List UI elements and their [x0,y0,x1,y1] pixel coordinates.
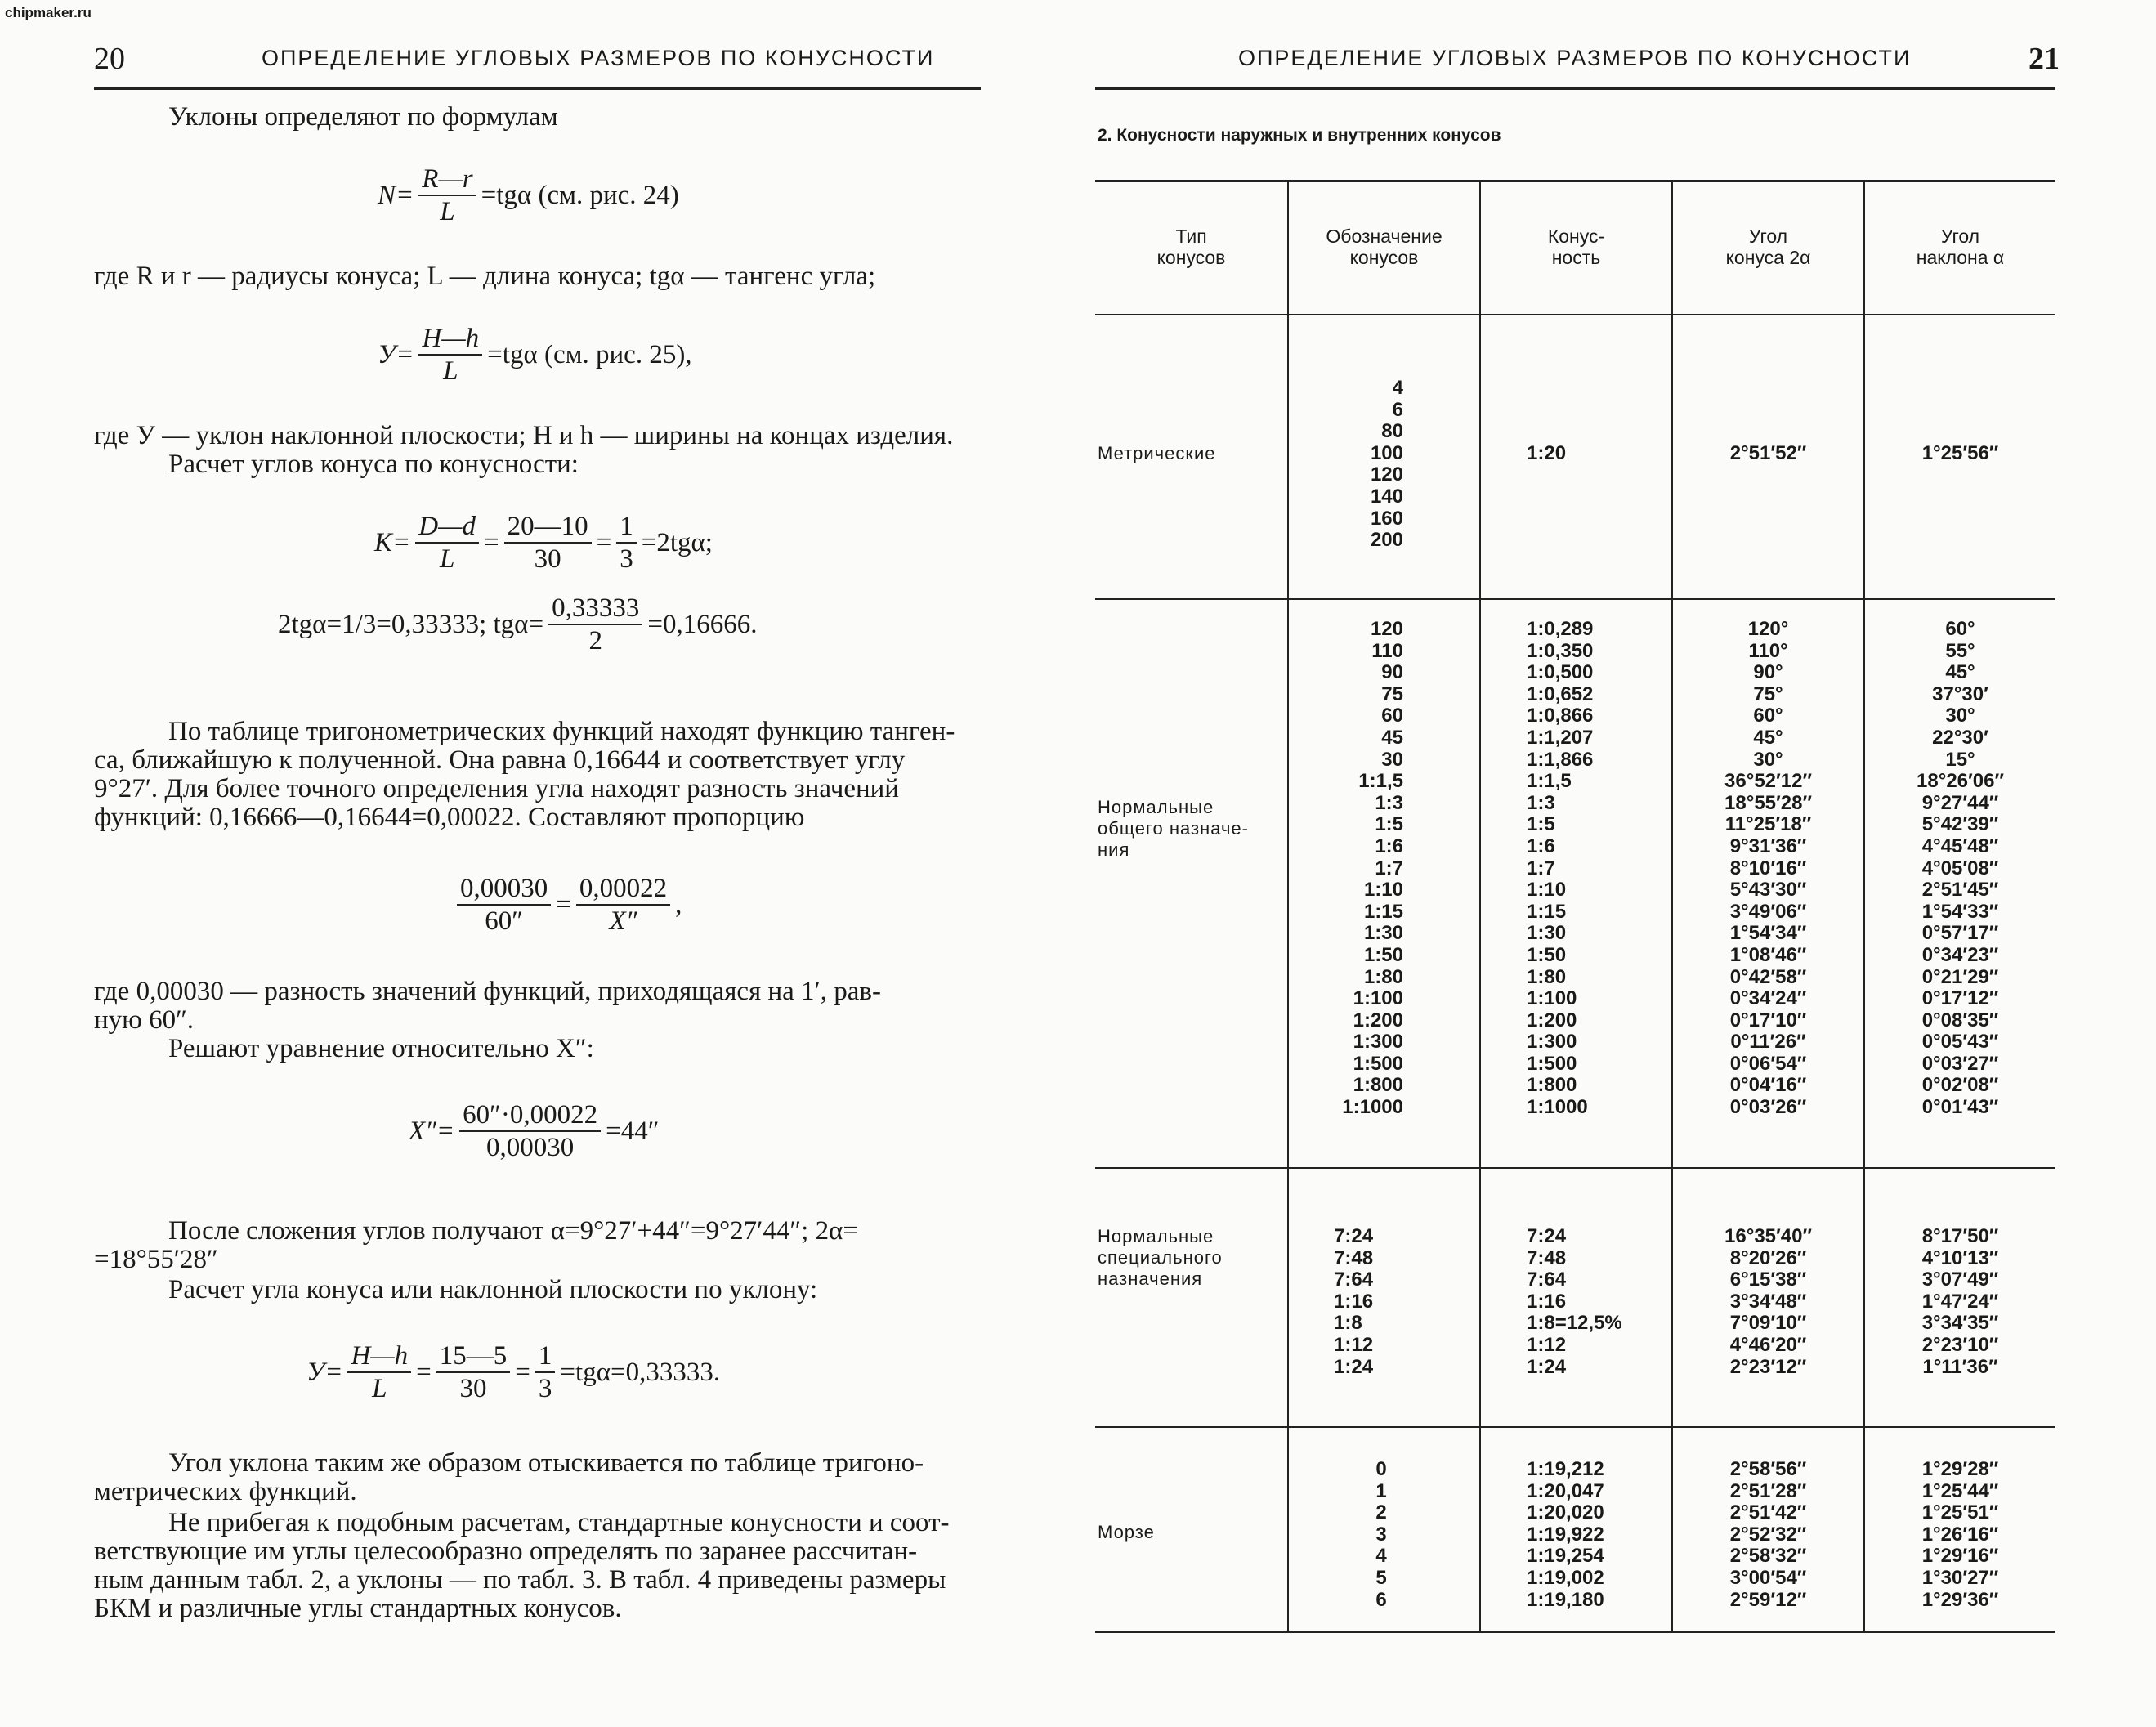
para-6-line-1: Угол уклона таким же образом отыскивается по таблице тригоно- [168,1448,924,1478]
para-7-line-2: ветствующие им углы целесообразно определять по заранее рассчитан- [94,1537,918,1566]
formula-fraction-2 [504,511,592,575]
where-text-2: где У — уклон наклонной плоскости; H и h — ширины на концах изделия. [94,421,954,450]
table-group-rule [1095,1167,2055,1169]
formula-fraction [548,593,642,656]
para-1-line-2: са, ближайшую к полученной. Она равна 0,16644 и соответствует углу [94,745,906,775]
fraction-numerator: 0,33333 [548,593,642,625]
header-slope-angle: Угол наклона α [1916,226,2005,268]
formula-fraction-2 [436,1340,511,1404]
para-4-line-1: После сложения углов получают α=9°27′+44″=9°27′44″; 2α= [168,1216,858,1246]
para-1-line-4: функций: 0,16666—0,16644=0,00022. Составляют пропорцию [94,803,805,832]
formula-taper-k [374,511,713,575]
taper-general: 1:0,289 1:0,350 1:0,500 1:0,652 1:0,866 1:1,207 1:1,866 1:1,5 1:3 1:5 1:6 1:7 1:10 1:15 1:30 1:50 1:80 1:100 1:200 1:300 1:500 1:800 1:1000 [1527,618,1594,1119]
formula-slope-n [378,163,679,227]
cone-angle-special: 16°35′40″ 8°20′26″ 6°15′38″ 3°34′48″ 7°09′10″ 4°46′20″ 2°23′12″ [1724,1225,1812,1378]
site-label: chipmaker.ru [5,5,92,20]
formula-tg-value [278,593,757,656]
formula-fraction [459,1099,601,1163]
formula-equals: = [556,890,571,919]
fraction-numerator: 20—10 [504,511,592,544]
table-bottom-rule [1095,1631,2055,1633]
fraction-numerator: 0,00022 [576,873,670,906]
slope-angle-general: 60° 55° 45° 37°30′ 30° 22°30′ 15° 18°26′06″ 9°27′44″ 5°42′39″ 4°45′48″ 4°05′08″ 2°51′45″ 1°54′33″ 0°57′17″ 0°34′23″ 0°21′29″ 0°17′12″ 0°08′35″ 0°05′43″ 0°03′27″ 0°02′08″ 0°01′43″ [1917,618,2004,1119]
formula-fraction-3 [535,1340,556,1404]
para-7-line-3: ным данным табл. 2, а уклоны — по табл. 3. В табл. 4 приведены размеры [94,1565,946,1595]
formula-slope-calc [306,1340,720,1404]
fraction-denominator: L [440,197,455,226]
right-page-number: 21 [2029,42,2060,76]
para-1-line-3: 9°27′. Для более точного определения угла находят разность значений [94,774,899,803]
taper-morse: 1:19,212 1:20,047 1:20,020 1:19,922 1:19,254 1:19,002 1:19,180 [1527,1458,1604,1611]
header-designation: Обозначение конусов [1326,226,1443,268]
intro-text: Уклоны определяют по формулам [168,102,558,132]
formula-fraction-2 [576,873,670,937]
fraction-numerator: H—h [418,323,482,356]
para-2-line-2: ную 60″. [94,1005,195,1035]
group-type-metric: Метрические [1098,443,1216,463]
formula-lhs: N= [378,181,414,210]
formula-fraction-1 [457,873,551,937]
group-type-morse: Морзе [1098,1522,1155,1542]
fraction-denominator: X″ [609,906,637,936]
header-taper: Конус- ность [1547,226,1605,268]
fraction-numerator: 15—5 [436,1340,511,1373]
where-text-1: где R и r — радиусы конуса; L — длина конуса; tgα — тангенс угла; [94,262,876,291]
formula-rhs: =tgα (см. рис. 25), [487,340,692,369]
taper-special: 7:24 7:48 7:64 1:16 1:8=12,5% 1:12 1:24 [1527,1225,1622,1378]
formula-fraction-3 [616,511,637,575]
formula-slope-y [378,323,692,387]
para-5: Расчет угла конуса или наклонной плоскости по уклону: [168,1275,818,1304]
fraction-numerator: D—d [415,511,479,544]
para-7-line-4: БКМ и различные углы стандартных конусов. [94,1594,622,1623]
formula-equals: = [596,528,612,557]
fraction-numerator: H—h [347,1340,411,1373]
table-header-rule [1095,314,2055,315]
calc-taper-text: Расчет углов конуса по конусности: [168,450,579,479]
fraction-numerator: R—r [418,163,476,196]
formula-fraction [418,163,476,227]
designation-metric: 4 6 80 100 120 140 160 200 [1370,377,1403,552]
formula-rhs: =2tgα; [641,528,713,557]
right-header-rule [1095,87,2055,90]
table-group-rule [1095,1426,2055,1428]
slope-angle-metric: 1°25′56″ [1921,442,1999,464]
designation-special: 7:24 7:48 7:64 1:16 1:8 1:12 1:24 [1334,1225,1374,1378]
fraction-denominator: L [439,544,455,574]
fraction-denominator: L [443,356,458,386]
cone-angle-metric: 2°51′52″ [1729,442,1807,464]
formula-rhs: =0,16666. [647,610,758,639]
para-2-line-1: где 0,00030 — разность значений функций, приходящаяся на 1′, рав- [94,977,881,1006]
left-page-number: 20 [94,42,125,76]
para-1-line-1: По таблице тригонометрических функций находят функцию танген- [168,717,955,746]
slope-angle-special: 8°17′50″ 4°10′13″ 3°07′49″ 1°47′24″ 3°34′35″ 2°23′10″ 1°11′36″ [1921,1225,1999,1378]
header-type: Тип конусов [1156,226,1226,268]
para-4-line-2: =18°55′28″ [94,1245,218,1274]
fraction-numerator: 0,00030 [457,873,551,906]
formula-equals: = [483,528,499,557]
group-type-special: Нормальные специального назначения [1098,1226,1223,1289]
formula-equals: = [416,1358,432,1387]
designation-morse: 0 1 2 3 4 5 6 [1375,1458,1387,1611]
cone-angle-general: 120° 110° 90° 75° 60° 45° 30° 36°52′12″ 18°55′28″ 11°25′18″ 9°31′36″ 8°10′16″ 5°43′30″ 3°49′06″ 1°54′34″ 1°08′46″ 0°42′58″ 0°34′24″ 0°17′10″ 0°11′26″ 0°06′54″ 0°04′16″ 0°03′26″ [1724,618,1812,1119]
left-header-rule [94,87,981,90]
right-running-head: ОПРЕДЕЛЕНИЕ УГЛОВЫХ РАЗМЕРОВ ПО КОНУСНОСТИ [1238,46,1912,70]
fraction-numerator: 1 [616,511,637,544]
formula-fraction-1 [347,1340,411,1404]
slope-angle-morse: 1°29′28″ 1°25′44″ 1°25′51″ 1°26′16″ 1°29′16″ 1°30′27″ 1°29′36″ [1921,1458,1999,1611]
formula-rhs: =44″ [606,1116,660,1146]
fraction-denominator: 60″ [485,906,523,936]
fraction-denominator: 3 [620,544,633,574]
formula-lhs: K= [374,528,411,557]
fraction-denominator: 30 [534,544,561,574]
header-cone-angle: Угол конуса 2α [1725,226,1811,268]
table-group-rule [1095,598,2055,600]
formula-x-seconds [409,1099,660,1163]
left-running-head: ОПРЕДЕЛЕНИЕ УГЛОВЫХ РАЗМЕРОВ ПО КОНУСНОСТИ [262,46,935,70]
formula-fraction-1 [415,511,479,575]
fraction-denominator: 30 [459,1374,487,1403]
formula-lhs: У= [306,1358,343,1387]
formula-lhs: У= [378,340,414,369]
group-type-general: Нормальные общего назначе- ния [1098,797,1249,860]
taper-metric: 1:20 [1527,442,1567,464]
formula-rhs: =tgα=0,33333. [560,1358,721,1387]
fraction-denominator: 3 [538,1374,552,1403]
designation-general-right: 120 110 90 75 60 45 30 1:1,5 1:3 1:5 1:6 1:7 1:10 1:15 1:30 1:50 1:80 1:100 1:200 1:300 1:500 1:800 1:1000 [1342,618,1403,1119]
formula-lhs: X″= [409,1116,455,1146]
cone-angle-morse: 2°58′56″ 2°51′28″ 2°51′42″ 2°52′32″ 2°58′32″ 3°00′54″ 2°59′12″ [1729,1458,1807,1611]
fraction-numerator: 1 [535,1340,556,1373]
fraction-numerator: 60″·0,00022 [459,1099,601,1132]
para-7-line-1: Не прибегая к подобным расчетам, стандартные конусности и соот- [168,1508,950,1537]
formula-lhs: 2tgα=1/3=0,33333; tgα= [278,610,544,639]
fraction-denominator: L [372,1374,387,1403]
formula-equals: = [515,1358,530,1387]
formula-tail: , [675,890,682,919]
para-6-line-2: метрических функций. [94,1477,357,1506]
para-3: Решают уравнение относительно X″: [168,1034,594,1063]
table-top-rule [1095,180,2055,182]
table-column-rule [1479,180,1481,1633]
table-caption: 2. Конусности наружных и внутренних конусов [1098,126,1501,145]
formula-proportion [452,873,682,937]
formula-rhs: =tgα (см. рис. 24) [481,181,679,210]
fraction-denominator: 0,00030 [486,1133,575,1162]
formula-fraction [418,323,482,387]
fraction-denominator: 2 [588,626,602,655]
